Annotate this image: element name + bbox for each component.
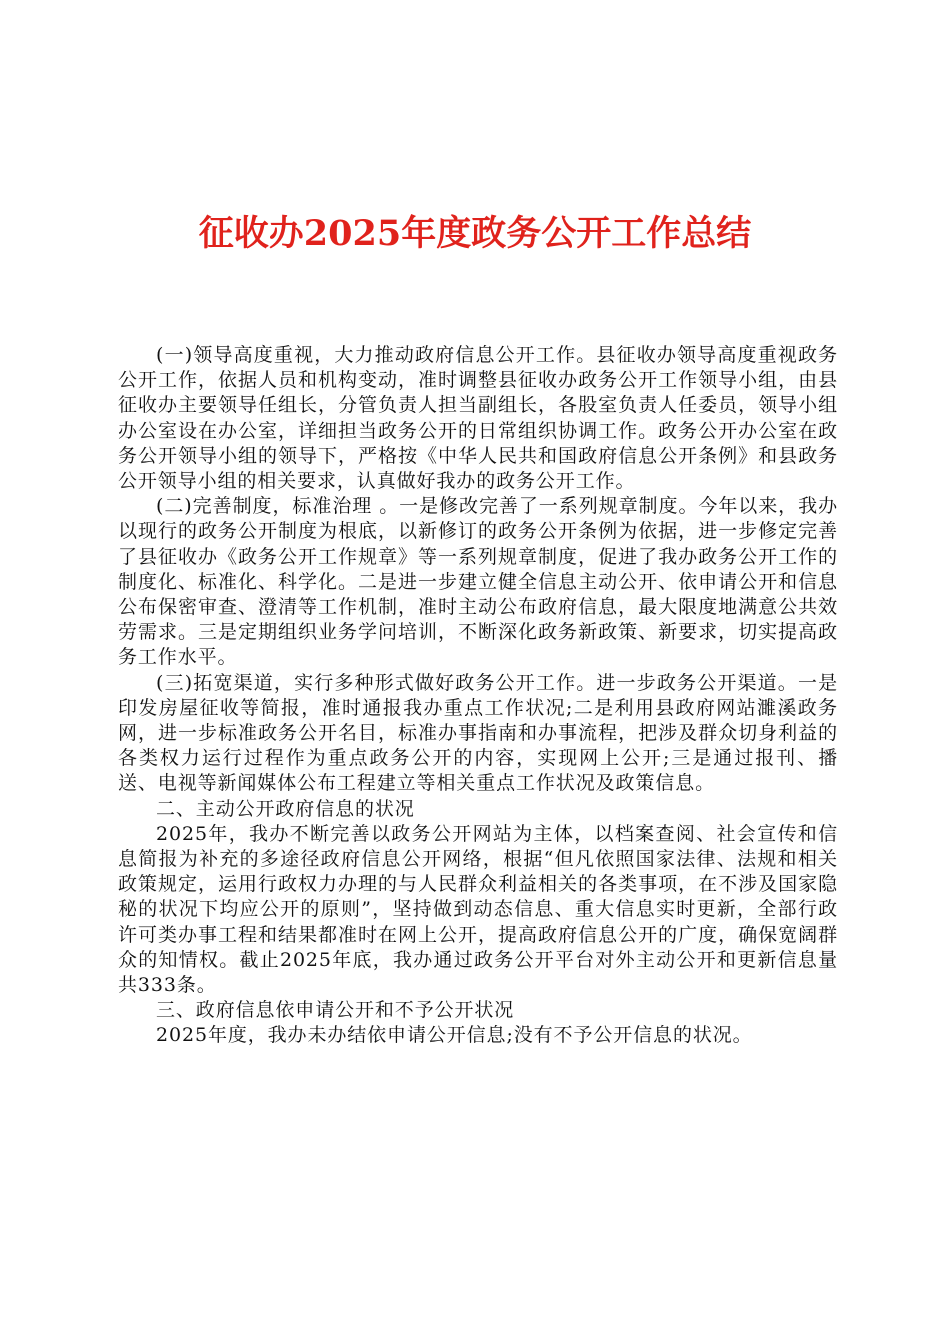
section-heading-3: 三、政府信息依申请公开和不予公开状况: [156, 999, 515, 1022]
paragraph-3: (三)拓宽渠道，实行多种形式做好政务公开工作。进一步政务公开渠道。一是印发房屋征收等简报，准时通报我办重点工作状况;二是利用县政府网站濉溪政务网，进一步标准政务公开名目，标准办事指南和办事流程，把涉及群众切身利益的各类权力运行过程作为重点政务公开的内容，实现网上公开;三是通过报刊、播送、电视等新闻媒体公布工程建立等相关重点工作状况及政策信息。: [118, 671, 838, 795]
section-heading-2: 二、主动公开政府信息的状况: [156, 797, 415, 820]
paragraph-1: (一)领导高度重视，大力推动政府信息公开工作。县征收办领导高度重视政务公开工作，依据人员和机构变动，准时调整县征收办政务公开工作领导小组，由县征收办主要领导任组长，分管负责人担当副组长，各股室负责人任委员，领导小组办公室设在办公室，详细担当政务公开的日常组织协调工作。政务公开办公室在政务公开领导小组的领导下，严格按《中华人民共和国政府信息公开条例》和县政务公开领导小组的相关要求，认真做好我办的政务公开工作。: [118, 344, 838, 493]
paragraph-4: 2025年，我办不断完善以政务公开网站为主体，以档案查阅、社会宣传和信息简报为补充的多途径政府信息公开网络，根据“但凡依照国家法律、法规和相关政策规定，运用行政权力办理的与人民群众利益相关的各类事项，在不涉及国家隐秘的状况下均应公开的原则”，坚持做到动态信息、重大信息实时更新，全部行政许可类办事工程和结果都准时在网上公开，提高政府信息公开的广度，确保宽阔群众的知情权。截止2025年底，我办通过政务公开平台对外主动公开和更新信息量共333条。: [118, 822, 838, 997]
paragraph-2: (二)完善制度，标准治理 。一是修改完善了一系列规章制度。今年以来，我办以现行的政务公开制度为根底，以新修订的政务公开条例为依据，进一步修定完善了县征收办《政务公开工作规章》等一系列规章制度，促进了我办政务公开工作的制度化、标准化、科学化。二是进一步建立健全信息主动公开、依申请公开和信息公布保密审查、澄清等工作机制，准时主动公布政府信息，最大限度地满意公共效劳需求。三是定期组织业务学问培训，不断深化政务新政策、新要求，切实提高政务工作水平。: [118, 495, 838, 669]
document-body: [118, 343, 838, 1049]
document-title: 征收办2025年度政务公开工作总结: [198, 213, 752, 254]
paragraph-5: 2025年度，我办未办结依申请公开信息;没有不予公开信息的状况。: [156, 1024, 753, 1047]
